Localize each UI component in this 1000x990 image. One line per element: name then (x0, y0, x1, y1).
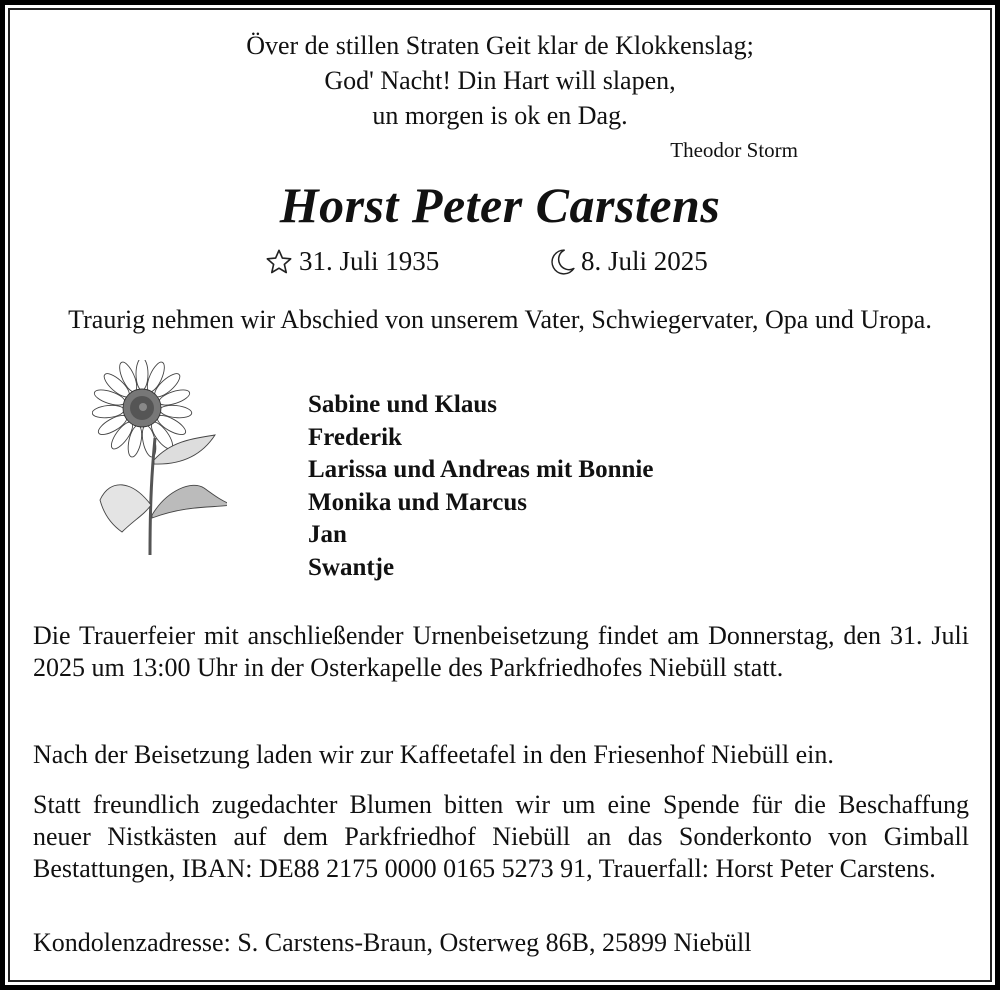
deceased-name: Horst Peter Carstens (279, 177, 721, 233)
birth-date-text: 31. Juli 1935 (299, 246, 440, 276)
quote-author: Theodor Storm (670, 138, 798, 162)
mourner: Larissa und Andreas mit Bonnie (308, 456, 654, 483)
death-date-text: 8. Juli 2025 (581, 246, 708, 276)
reception-paragraph: Nach der Beisetzung laden wir zur Kaffeetafel in den Friesenhof Niebüll ein. (33, 740, 834, 769)
poem-quote (0, 28, 1000, 133)
donation-paragraph: Statt freundlich zugedachter Blumen bitten wir um eine Spende für die Beschaffung neuer Nistkästen auf dem Parkfriedhof Niebüll an das Sonderkonto von Gimball Bestattungen, IBAN: DE88 2175 0000 0165 5273 91, Trauerfall: Horst Peter Carstens. (33, 790, 969, 883)
sunflower-illustration (92, 360, 227, 560)
mourner: Sabine und Klaus (308, 391, 497, 418)
mourners-list (308, 389, 653, 584)
quote-line-2: God' Nacht! Din Hart will slapen, (324, 66, 676, 95)
star-icon (265, 248, 293, 276)
mourner: Jan (308, 521, 347, 548)
quote-line-1: Över de stillen Straten Geit klar de Klokkenslag; (246, 31, 754, 60)
death-date (549, 246, 708, 277)
ceremony-paragraph: Die Trauerfeier mit anschließender Urnenbeisetzung findet am Donnerstag, den 31. Juli 2025 um 13:00 Uhr in der Osterkapelle des Parkfriedhofes Niebüll statt. (33, 621, 969, 682)
condolence-address: Kondolenzadresse: S. Carstens-Braun, Osterweg 86B, 25899 Niebüll (33, 928, 752, 957)
quote-line-3: un morgen is ok en Dag. (372, 101, 628, 130)
mourner: Monika und Marcus (308, 488, 528, 516)
mourner: Swantje (308, 553, 395, 581)
mourner: Frederik (308, 423, 402, 451)
moon-icon (549, 248, 575, 276)
farewell-intro: Traurig nehmen wir Abschied von unserem Vater, Schwiegervater, Opa und Uropa. (68, 305, 932, 334)
birth-date (265, 246, 439, 277)
